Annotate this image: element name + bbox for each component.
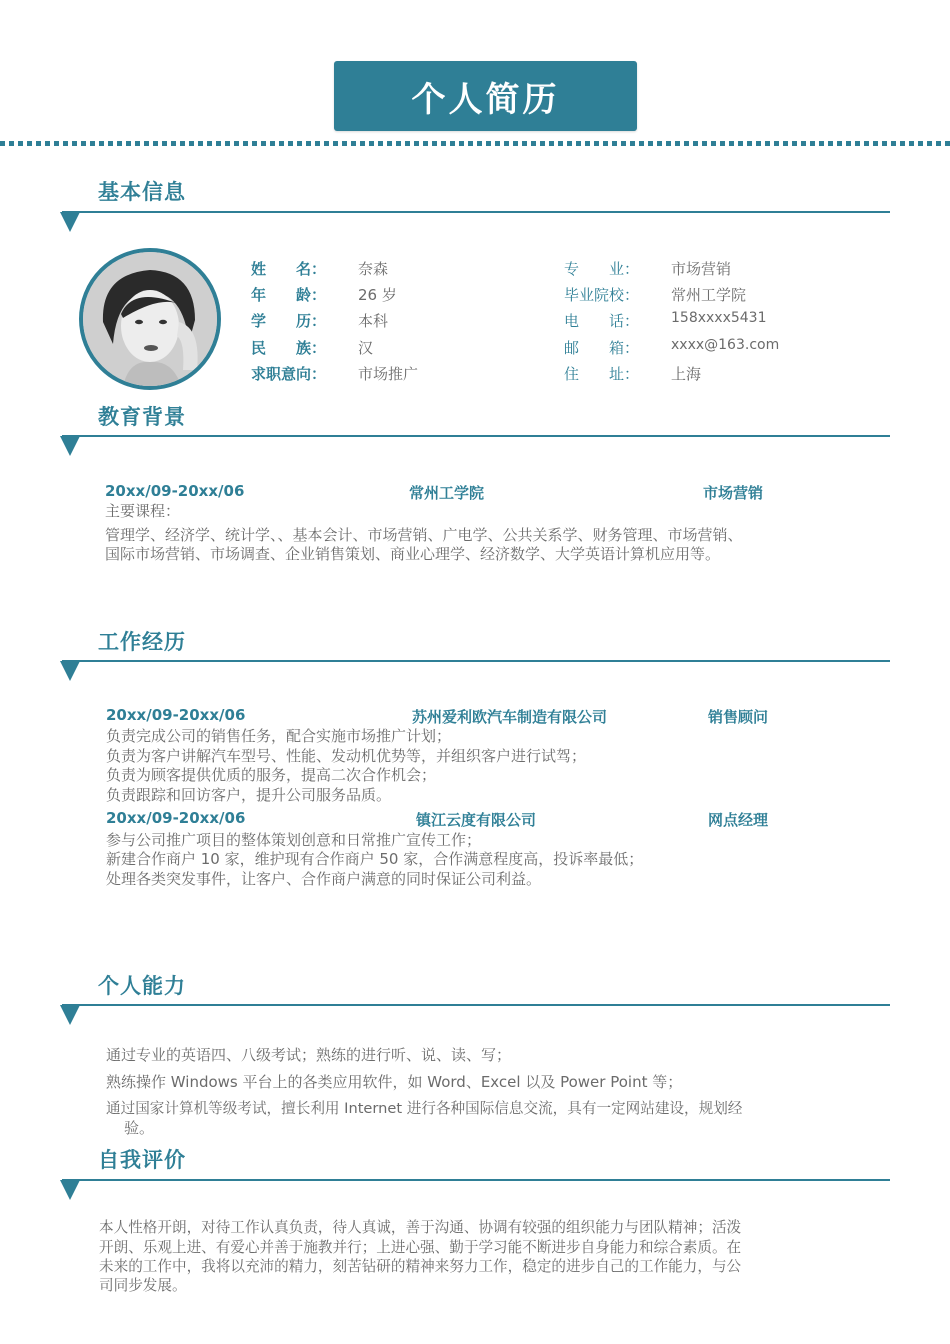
triangle-marker-icon xyxy=(60,212,80,232)
work-duty-line: 负责为顾客提供优质的服务，提高二次合作机会； xyxy=(106,766,437,784)
section-title-education: 教育背景 xyxy=(98,405,186,429)
triangle-marker-icon xyxy=(60,661,80,681)
section-title-skills: 个人能力 xyxy=(98,974,186,998)
triangle-marker-icon xyxy=(60,1180,80,1200)
label-major: 专 业： xyxy=(564,260,640,278)
work-company: 苏州爱利欧汽车制造有限公司 xyxy=(412,708,608,726)
section-line xyxy=(62,660,890,662)
value-phone: 158xxxx5431 xyxy=(671,310,767,326)
edu-courses-label: 主要课程： xyxy=(105,502,181,520)
work-company: 镇江云度有限公司 xyxy=(416,811,537,829)
section-title-basic: 基本信息 xyxy=(98,180,186,204)
value-school: 常州工学院 xyxy=(671,286,747,304)
skill-line: 通过国家计算机等级考试，擅长利用 Internet 进行各种国际信息交流，具有一定网站建设，规划经 xyxy=(106,1100,743,1117)
label-email: 邮 箱： xyxy=(564,339,640,357)
avatar xyxy=(79,248,221,390)
label-name: 姓 名： xyxy=(251,260,327,278)
value-email: xxxx@163.com xyxy=(671,337,780,353)
skill-line: 熟练操作 Windows 平台上的各类应用软件，如 Word、Excel 以及 Power Point 等； xyxy=(106,1073,683,1091)
section-line xyxy=(62,435,890,437)
work-duty-line: 新建合作商户 10 家，维护现有合作商户 50 家，合作满意程度高，投诉率最低； xyxy=(106,850,644,868)
resume-title: 个人简历 xyxy=(334,61,637,131)
value-ethnicity: 汉 xyxy=(358,339,374,357)
triangle-marker-icon xyxy=(60,436,80,456)
section-line xyxy=(62,211,890,213)
label-phone: 电 话： xyxy=(564,312,640,330)
value-major: 市场营销 xyxy=(671,260,732,278)
section-line xyxy=(62,1004,890,1006)
work-date: 20xx/09-20xx/06 xyxy=(106,809,246,827)
work-position: 销售顾问 xyxy=(708,708,769,726)
edu-major: 市场营销 xyxy=(703,484,764,502)
edu-courses-line: 管理学、经济学、统计学、、基本会计、市场营销、广电学、公共关系学、财务管理、市场营销、 xyxy=(105,526,743,544)
section-title-work: 工作经历 xyxy=(98,630,186,654)
value-age: 26 岁 xyxy=(358,286,397,304)
label-ethnicity: 民 族： xyxy=(251,339,327,357)
dotted-divider xyxy=(0,141,950,146)
work-duty-line: 参与公司推广项目的整体策划创意和日常推广宣传工作； xyxy=(106,831,482,849)
label-degree: 学 历： xyxy=(251,312,327,330)
edu-courses-line: 国际市场营销、市场调查、企业销售策划、商业心理学、经济数学、大学英语计算机应用等。 xyxy=(105,545,721,563)
value-name: 奈森 xyxy=(358,260,389,278)
self-eval-line: 本人性格开朗，对待工作认真负责，待人真诚，善于沟通、协调有较强的组织能力与团队精神；活泼 xyxy=(99,1219,742,1236)
work-duty-line: 负责跟踪和回访客户，提升公司服务品质。 xyxy=(106,786,392,804)
section-line xyxy=(62,1179,890,1181)
edu-school: 常州工学院 xyxy=(409,484,485,502)
label-address: 住 址： xyxy=(564,365,640,383)
self-eval-line: 开朗、乐观上进、有爱心并善于施教并行；上进心强、勤于学习能不断进步自身能力和综合素质。在 xyxy=(99,1239,742,1256)
value-job-intention: 市场推广 xyxy=(358,365,419,383)
self-eval-line: 司同步发展。 xyxy=(99,1277,187,1294)
self-eval-line: 未来的工作中，我将以充沛的精力，刻苦钻研的精神来努力工作，稳定的进步自己的工作能力，与公 xyxy=(99,1258,742,1275)
skill-line: 通过专业的英语四、八级考试；熟练的进行听、说、读、写； xyxy=(106,1046,512,1064)
triangle-marker-icon xyxy=(60,1005,80,1025)
label-school: 毕业院校： xyxy=(564,286,640,304)
value-address: 上海 xyxy=(671,365,702,383)
label-age: 年 龄： xyxy=(251,286,327,304)
work-position: 网点经理 xyxy=(708,811,769,829)
work-duty-line: 处理各类突发事件，让客户、合作商户满意的同时保证公司利益。 xyxy=(106,870,542,888)
work-duty-line: 负责完成公司的销售任务，配合实施市场推广计划； xyxy=(106,727,452,745)
work-duty-line: 负责为客户讲解汽车型号、性能、发动机优势等，并组织客户进行试驾； xyxy=(106,747,587,765)
skill-line: 验。 xyxy=(124,1119,155,1137)
work-date: 20xx/09-20xx/06 xyxy=(106,706,246,724)
label-job-intention: 求职意向： xyxy=(251,365,327,383)
section-title-self-evaluation: 自我评价 xyxy=(98,1148,186,1172)
edu-date: 20xx/09-20xx/06 xyxy=(105,482,245,500)
value-degree: 本科 xyxy=(358,312,389,330)
